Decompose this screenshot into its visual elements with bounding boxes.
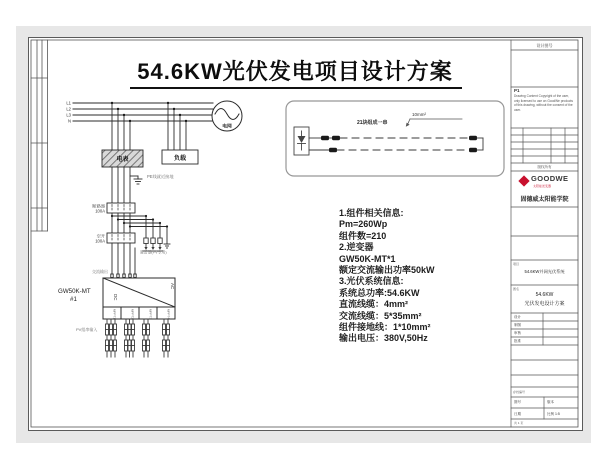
spec-line: 交流线缆：5*35mm² — [339, 310, 422, 321]
junction-dots-node — [111, 215, 168, 228]
spec-line: 额定交流输出功率50kW — [339, 265, 435, 276]
bus-label-l1: L1 — [66, 100, 71, 106]
load-label: 负载 — [173, 156, 187, 162]
drawing-name-line1: 54.6KW — [535, 292, 554, 298]
svg-text:MPPT1: MPPT1 — [112, 309, 117, 320]
goodwe-logo: GOODWE — [531, 174, 569, 183]
scale-caption: 比例 — [547, 411, 554, 416]
spec-line: Pm=260Wp — [339, 219, 388, 230]
inverter-name — [58, 288, 91, 303]
breaker-label — [92, 203, 105, 214]
svg-text:MPPT2: MPPT2 — [130, 309, 135, 320]
page-count: 共 1 页 — [514, 420, 524, 425]
pe-note: PE线就近接地 — [147, 174, 174, 179]
grid-symbol — [212, 101, 242, 131]
surge-arrester-2 — [150, 238, 156, 251]
wire-size-note: 10mm² — [412, 112, 427, 117]
rights-note: 版权所有 — [537, 164, 552, 169]
bus-label-l3: L3 — [66, 112, 71, 118]
archive-label: 存档编号 — [513, 389, 526, 394]
bus-label-n: N — [67, 118, 71, 124]
academy-name: 固德威太阳能学院 — [520, 197, 569, 203]
string-inset — [286, 101, 504, 176]
meter-branch — [102, 103, 143, 203]
svg-text:MPPT4: MPPT4 — [166, 309, 171, 320]
pe-ground — [130, 176, 142, 184]
role-row-label: 批准 — [514, 338, 521, 343]
title-underline — [130, 87, 462, 89]
inverter-dc-label: DC — [113, 294, 118, 301]
spec-line: 系统总功率:54.6KW — [339, 287, 420, 298]
ac-output-note: 交流输出 — [92, 269, 108, 274]
figure-number-label: 图号 — [514, 400, 521, 404]
scale-label — [547, 412, 560, 417]
breaker-box — [107, 203, 135, 213]
spec-line: 2.逆变器 — [339, 242, 374, 253]
spec-line: 组件接地线：1*10mm² — [339, 322, 431, 333]
spec-list — [339, 208, 435, 345]
goodwe-tagline: 太阳能逆变器 — [533, 184, 552, 188]
inverter-model: GW50K-MT — [58, 288, 91, 295]
string-count-note: 21块组成一串 — [357, 120, 388, 126]
grid-label: 电网 — [222, 124, 232, 130]
inverter-ac-label: AC — [170, 283, 175, 290]
junction-dots-meter — [111, 102, 131, 122]
pv-module-symbol — [294, 127, 309, 155]
svg-text:MPPT3: MPPT3 — [148, 309, 153, 320]
breaker-name: 断路器 — [92, 203, 105, 209]
spec-line: 1.组件相关信息: — [339, 208, 404, 218]
drawing-name-line2: 光伏发电设计方案 — [524, 300, 565, 307]
page-mark: P1 — [514, 87, 520, 93]
spec-line: 组件数=210 — [339, 230, 387, 241]
bus-labels — [66, 101, 71, 124]
copyright-note: Drawing Content Copyright of the user, only licensed to use on GoodWe products of this drawing, without the consent of the user. — [514, 94, 573, 112]
inverter-number: #1 — [70, 296, 77, 303]
spd-note: 避雷器(PV专用) — [140, 250, 167, 255]
breaker-rating: 100A — [95, 208, 105, 214]
ac-bus-lines — [73, 103, 213, 121]
project-name: 54.6KW并网光伏系统 — [524, 269, 565, 274]
surge-arrester-1 — [143, 238, 149, 251]
role-row-label: 审核 — [514, 330, 521, 335]
scale-value: 1:5 — [554, 411, 560, 416]
surge-arrester-3 — [157, 238, 163, 251]
spec-line: 3.光伏系统信息: — [339, 276, 404, 287]
ac-switch-label — [95, 233, 106, 244]
meter-label: 电表 — [116, 157, 129, 163]
load-branch — [162, 103, 198, 164]
switch-rating: 100A — [95, 238, 105, 244]
spec-line: 直流线缆：4mm² — [339, 299, 409, 310]
pv-string-connectors — [106, 319, 170, 357]
pv-string-note: PV组串输入 — [76, 327, 98, 332]
role-row-label: 制图 — [514, 322, 521, 327]
date-label: 日期 — [514, 411, 521, 416]
version-label: 版本 — [547, 400, 554, 404]
spec-line: 输出电压：380V,50Hz — [339, 333, 428, 344]
switch-name: 空开 — [96, 233, 105, 239]
junction-dots-load — [167, 102, 187, 122]
spec-line: GW50K-MT*1 — [339, 253, 396, 264]
project-label: 项目 — [513, 261, 520, 266]
page-title: 54.6KW光伏发电项目设计方案 — [137, 59, 453, 84]
bus-label-l2: L2 — [66, 106, 71, 112]
role-row-label: 设计 — [514, 314, 521, 319]
inverter-ac-feed — [111, 243, 136, 278]
ac-switch-box — [107, 233, 135, 243]
doc-number: 设计图号 — [536, 42, 553, 48]
drawing-label: 图名 — [513, 286, 520, 291]
